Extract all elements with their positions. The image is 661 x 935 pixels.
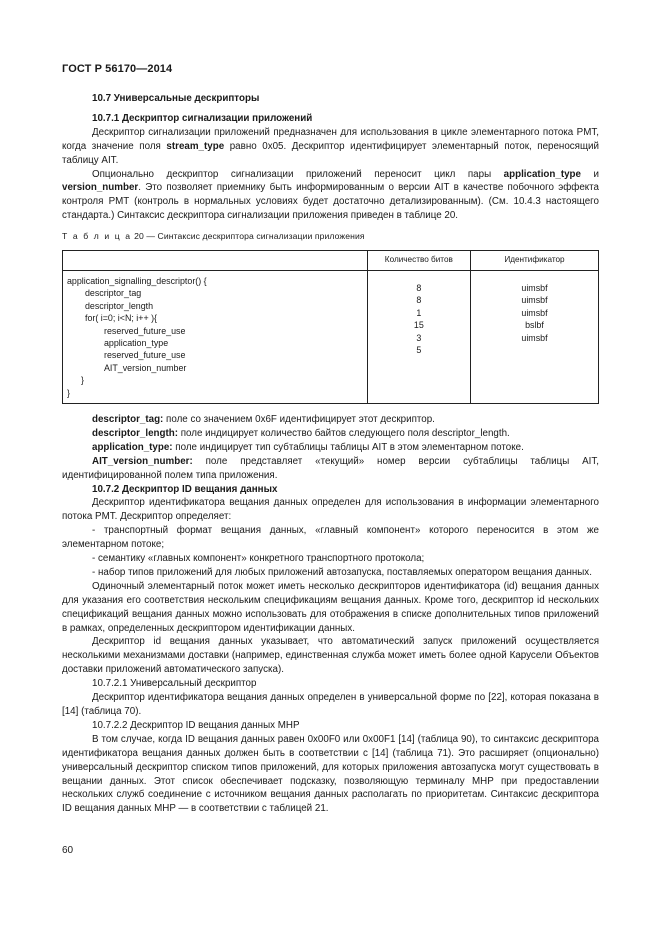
bits-value: 1 xyxy=(416,307,422,318)
field-text: поле индицирует тип субтаблицы таблицы AIT в этом элементарном потоке. xyxy=(172,441,524,453)
paragraph: Одиночный элементарный поток может иметь несколько дескрипторов идентификатора (id) вещания данных для указания его соответствия нескольким спецификациям вещания данных. Кроме того, дескриптор id нескольких спецификаций вещания данных можно использовать для отображения в списке дополнительных типов приложений в рамках, определенных дескриптором идентификации данных. xyxy=(62,580,599,634)
paragraph: Дескриптор идентификатора вещания данных определен для использования в информации элементарного потока PMT. Дескриптор определяет: xyxy=(62,497,599,523)
paragraph: Дескриптор id вещания данных указывает, что автоматический запуск приложений осуществляется несколькими механизмами доставки (например, единственная служба может иметь более одной Карусели Объектов доставки приложений автоматического запуска). xyxy=(62,636,599,676)
text-run: Дескриптор сигнализации приложений предназначен для использования в цикле элементарного потока PMT, когда значение поля xyxy=(62,126,599,152)
id-value: bslbf xyxy=(525,320,544,331)
caption-prefix: Т а б л и ц а xyxy=(62,231,132,242)
page-content xyxy=(62,92,599,816)
list-item: - набор типов приложений для любых приложений автозапуска, поставляемых оператором вещания данных. xyxy=(92,566,592,578)
caption-text: 20 — Синтаксис дескриптора сигнализации приложения xyxy=(131,231,365,242)
paragraph xyxy=(62,168,599,224)
id-value: uimsbf xyxy=(521,283,548,294)
field-definition xyxy=(62,413,599,427)
text-run: равно 0x05. Дескриптор идентифицирует элементарный поток, переносящий таблицу AIT. xyxy=(62,140,599,166)
syntax-line: reserved_future_use xyxy=(104,350,186,361)
field-definition xyxy=(62,427,599,441)
syntax-line: descriptor_tag xyxy=(85,288,142,299)
header-cell xyxy=(63,251,368,271)
field-text: поле индицирует количество байтов следующего поля descriptor_length. xyxy=(178,427,510,439)
section-10-7-title: 10.7 Универсальные дескрипторы xyxy=(92,93,260,104)
section-10-7-2-title: 10.7.2 Дескриптор ID вещания данных xyxy=(92,483,278,495)
id-value: uimsbf xyxy=(521,307,548,318)
syntax-table xyxy=(62,250,599,404)
id-value: uimsbf xyxy=(521,295,548,306)
bits-value: 5 xyxy=(416,345,422,356)
id-value: uimsbf xyxy=(521,332,548,343)
paragraph: В том случае, когда ID вещания данных равен 0x00F0 или 0x00F1 [14] (таблица 90), то синтаксис дескриптора идентификатора вещания данных должен быть в соответствии с [14] (таблица 71). Это расширяет (опционально) универсальный дескриптор списком типов приложений, для которых приложения автозапуска могут существовать в вещании данных. Этот список обеспечивает подсказку, позволяющую терминалу MHP при предоставлении нескольких служб соединение с источником вещания данных располагать по приоритетам. Синтаксис дескриптора ID вещания данных MHP — в соответствии с таблицей 21. xyxy=(62,733,599,815)
paragraph xyxy=(62,126,599,168)
document-header: ГОСТ Р 56170—2014 xyxy=(62,63,173,75)
bits-cell xyxy=(367,271,470,404)
list-item: - транспортный формат вещания данных, «главный компонент» которого переносится в этом же элементарном потоке; xyxy=(62,525,599,551)
field-term: descriptor_length: xyxy=(92,427,179,439)
field-definition xyxy=(62,455,599,483)
spacer xyxy=(62,404,599,413)
bits-value: 3 xyxy=(416,332,422,343)
field-term: application_type xyxy=(503,168,581,180)
field-term: version_number xyxy=(62,182,139,194)
bits-value: 8 xyxy=(416,295,422,306)
syntax-line: for( i=0; i<N; i++ ){ xyxy=(85,313,158,324)
syntax-cell xyxy=(63,271,368,404)
section-10-7-2-1-title: 10.7.2.1 Универсальный дескриптор xyxy=(92,678,257,690)
paragraph: Дескриптор идентификатора вещания данных определен в универсальной форме по [22], которая показана в [14] (таблица 70). xyxy=(62,692,599,717)
syntax-line: } xyxy=(81,375,84,386)
field-term: application_type: xyxy=(92,441,173,453)
syntax-line: descriptor_length xyxy=(85,300,154,311)
list-item: - семантику «главных компонент» конкретного транспортного протокола; xyxy=(92,553,425,565)
field-term: AIT_version_number: xyxy=(92,455,193,467)
bits-value: 15 xyxy=(413,320,424,331)
field-term: descriptor_tag: xyxy=(92,413,164,425)
field-term: stream_type xyxy=(166,140,225,152)
syntax-line: application_signalling_descriptor() { xyxy=(67,276,207,287)
section-10-7-1-title: 10.7.1 Дескриптор сигнализации приложений xyxy=(92,112,313,124)
syntax-line: reserved_future_use xyxy=(104,325,186,336)
text-run: . Это позволяет приемнику быть информированным о версии AIT в качестве побочного эффекта контроля PMT (контроль в нормальных условиях будет достаточно детализированным). (См. 10.4.3 настоящего стандарта.) Синтаксис дескриптора сигнализации приложения приведен в таблице 20. xyxy=(62,182,599,222)
field-text: поле со значением 0x6F идентифицирует этот дескриптор. xyxy=(163,413,435,425)
table-caption xyxy=(62,230,599,244)
syntax-line: } xyxy=(67,387,70,398)
syntax-line: AIT_version_number xyxy=(104,362,187,373)
text-run: и xyxy=(580,168,599,180)
syntax-line: application_type xyxy=(104,338,169,349)
table-header-row xyxy=(63,251,599,271)
table-body-row xyxy=(63,271,599,404)
header-cell-bits: Количество битов xyxy=(367,251,470,271)
field-text: поле представляет «текущий» номер версии субтаблицы таблицы AIT, идентифицированной полем типа приложения. xyxy=(62,455,599,481)
bits-value: 8 xyxy=(416,283,422,294)
header-cell-id: Идентификатор xyxy=(470,251,598,271)
field-definition xyxy=(62,441,599,455)
section-10-7-2-2-title: 10.7.2.2 Дескриптор ID вещания данных MHP xyxy=(92,719,300,731)
page-number: 60 xyxy=(62,845,74,856)
id-cell xyxy=(470,271,598,404)
text-run: Опционально дескриптор сигнализации приложений переносит цикл пары xyxy=(92,168,504,180)
